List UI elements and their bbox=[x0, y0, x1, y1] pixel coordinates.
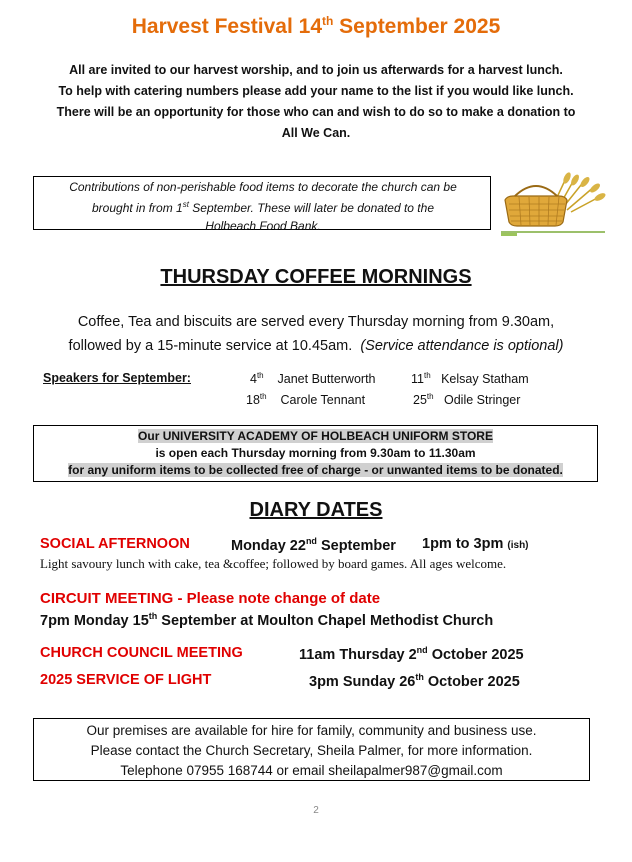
intro-paragraph bbox=[30, 60, 602, 144]
premises-text bbox=[34, 721, 589, 781]
premises-line: Our premises are available for hire for family, community and business use. bbox=[86, 723, 537, 738]
speakers-label: Speakers for September: bbox=[43, 371, 191, 385]
uniform-line: Our UNIVERSITY ACADEMY OF HOLBEACH UNIFORM STORE bbox=[138, 429, 493, 443]
contributions-text bbox=[36, 178, 490, 235]
circuit-meeting-title: CIRCUIT MEETING - Please note change of date bbox=[40, 590, 381, 607]
speaker-entry: 4th Janet Butterworth bbox=[250, 371, 376, 387]
premises-line: Telephone 07955 168744 or email sheilapalmer987@gmail.com bbox=[120, 763, 503, 778]
speaker-entry: 18th Carole Tennant bbox=[246, 392, 366, 408]
intro-line: All We Can. bbox=[281, 126, 351, 140]
coffee-description bbox=[20, 310, 612, 358]
social-afternoon-description: Light savoury lunch with cake, tea &coffee; followed by board games. All ages welcome. bbox=[40, 556, 507, 571]
coffee-line: followed by a 15-minute service at 10.45am. (Service attendance is optional) bbox=[68, 338, 564, 354]
social-afternoon-date: Monday 22nd September bbox=[231, 536, 396, 554]
uniform-line: is open each Thursday morning from 9.30am to 11.30am bbox=[155, 446, 476, 460]
speaker-entry: 11th Kelsay Statham bbox=[411, 371, 529, 387]
church-council-title: CHURCH COUNCIL MEETING bbox=[40, 645, 243, 661]
uniform-store-text bbox=[34, 428, 597, 479]
circuit-meeting-detail: 7pm Monday 15th September at Moulton Chapel Methodist Church bbox=[40, 611, 494, 629]
intro-line: To help with catering numbers please add your name to the list if you would like lunch. bbox=[58, 84, 574, 98]
coffee-heading: THURSDAY COFFEE MORNINGS bbox=[160, 266, 472, 288]
social-afternoon-title: SOCIAL AFTERNOON bbox=[40, 536, 190, 552]
intro-line: There will be an opportunity for those who can and wish to do so to make a donation to bbox=[56, 105, 576, 119]
church-council-when: 11am Thursday 2nd October 2025 bbox=[299, 645, 524, 663]
uniform-line: for any uniform items to be collected free of charge - or unwanted items to be donated. bbox=[68, 463, 563, 477]
contributions-line: Contributions of non-perishable food items to decorate the church can be bbox=[69, 180, 457, 194]
premises-line: Please contact the Church Secretary, Sheila Palmer, for more information. bbox=[90, 743, 533, 758]
service-of-light-title: 2025 SERVICE OF LIGHT bbox=[40, 672, 212, 688]
harvest-basket-icon bbox=[497, 170, 607, 238]
intro-line: All are invited to our harvest worship, and to join us afterwards for a harvest lunch. bbox=[69, 63, 563, 77]
service-of-light-when: 3pm Sunday 26th October 2025 bbox=[309, 672, 520, 690]
coffee-line: Coffee, Tea and biscuits are served every Thursday morning from 9.30am, bbox=[77, 314, 555, 330]
contributions-line: Holbeach Food Bank. bbox=[205, 219, 321, 233]
page-number: 2 bbox=[313, 805, 319, 816]
social-afternoon-time: 1pm to 3pm (ish) bbox=[422, 536, 529, 552]
contributions-line: brought in from 1st September. These will later be donated to the bbox=[92, 200, 434, 215]
page-title: Harvest Festival 14th September 2025 bbox=[131, 14, 501, 38]
speaker-entry: 25th Odile Stringer bbox=[413, 392, 521, 408]
diary-heading: DIARY DATES bbox=[249, 499, 383, 521]
